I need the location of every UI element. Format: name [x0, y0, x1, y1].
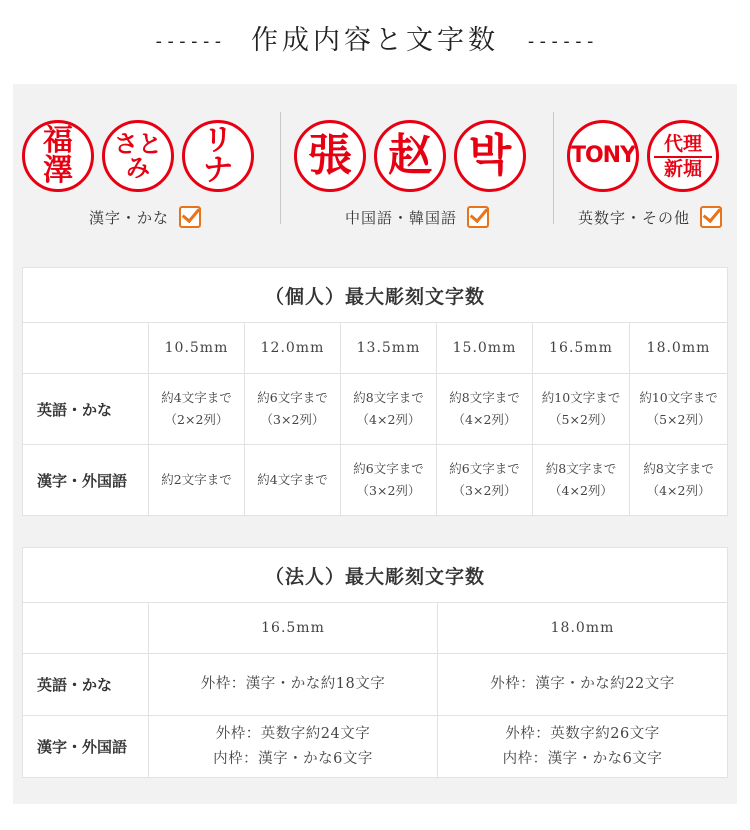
table-header-row: [23, 323, 728, 374]
table-row: [23, 654, 728, 716]
stamp-line: ナ: [203, 153, 233, 188]
table-cell: 外枠：英数字約26文字 内枠：漢字・かな6文字: [438, 716, 728, 778]
stamp-line: リ: [203, 123, 233, 158]
corporate-engraving-table: [22, 547, 728, 778]
table-cell: 約6文字まで （3×2列）: [437, 445, 533, 516]
stamp-line: 박: [468, 130, 512, 181]
table-cell: 約8文字まで （4×2列）: [341, 374, 437, 445]
stamp-line: 赵: [388, 130, 432, 181]
sample-caption: [567, 206, 733, 228]
stamp-sample: [102, 120, 174, 192]
stamp-line: 新堀: [663, 158, 702, 180]
size-header: 18.0mm: [630, 323, 728, 374]
stamp-samples: [13, 84, 737, 254]
stamp-row: [294, 120, 540, 192]
table-cell: 約10文字まで （5×2列）: [533, 374, 630, 445]
size-header: 15.0mm: [437, 323, 533, 374]
personal-table-title: （個人）最大彫刻文字数: [23, 268, 728, 323]
size-header: 16.5mm: [149, 603, 438, 654]
title-dash-right: ------: [525, 31, 597, 52]
table-row: [23, 374, 728, 445]
table-row: [23, 445, 728, 516]
checkbox-checked-icon: [467, 206, 489, 228]
stamp-line: TONY: [570, 143, 636, 168]
table-cell: 約8文字まで （4×2列）: [533, 445, 630, 516]
table-cell: 約6文字まで （3×2列）: [245, 374, 341, 445]
stamp-sample: [22, 120, 94, 192]
size-header: 18.0mm: [438, 603, 728, 654]
row-header: 英語・かな: [23, 654, 149, 716]
sample-group-alnum-other: [567, 120, 733, 228]
corporate-table-title: （法人）最大彫刻文字数: [23, 548, 728, 603]
table-cell: 約8文字まで （4×2列）: [630, 445, 728, 516]
size-header: 13.5mm: [341, 323, 437, 374]
size-header: 16.5mm: [533, 323, 630, 374]
table-cell: 約4文字まで （2×2列）: [149, 374, 245, 445]
row-header: 漢字・外国語: [23, 716, 149, 778]
stamp-sample: [182, 120, 254, 192]
row-header: 英語・かな: [23, 374, 149, 445]
table-title-row: [23, 268, 728, 323]
checkbox-checked-icon: [179, 206, 201, 228]
stamp-row: [567, 120, 733, 192]
sample-group-kanji-kana: [22, 120, 268, 228]
stamp-line: み: [126, 154, 150, 182]
group-divider: [280, 112, 281, 224]
row-header: 漢字・外国語: [23, 445, 149, 516]
table-cell: 約4文字まで: [245, 445, 341, 516]
stamp-sample: [647, 120, 719, 192]
title-text: 作成内容と文字数: [251, 25, 499, 56]
checkbox-checked-icon: [700, 206, 722, 228]
personal-engraving-table: [22, 267, 728, 516]
table-cell: 約2文字まで: [149, 445, 245, 516]
empty-header-cell: [23, 323, 149, 374]
stamp-line: さと: [114, 130, 162, 158]
table-header-row: [23, 603, 728, 654]
sample-caption: [294, 206, 540, 228]
stamp-row: [22, 120, 268, 192]
stamp-line: 澤: [43, 153, 73, 188]
stamp-line: 福: [43, 123, 73, 158]
caption-text: 中国語・韓国語: [344, 208, 457, 227]
caption-text: 英数字・その他: [577, 208, 690, 227]
size-header: 10.5mm: [149, 323, 245, 374]
title-dash-left: ------: [153, 31, 225, 52]
caption-text: 漢字・かな: [88, 208, 169, 227]
sample-group-chinese-korean: [294, 120, 540, 228]
table-cell: 約6文字まで （3×2列）: [341, 445, 437, 516]
group-divider: [553, 112, 554, 224]
table-title-row: [23, 548, 728, 603]
page-title: [0, 18, 750, 57]
table-cell: 約10文字まで （5×2列）: [630, 374, 728, 445]
empty-header-cell: [23, 603, 149, 654]
stamp-line: 張: [308, 130, 352, 181]
stamp-line: 代理: [663, 133, 702, 155]
stamp-sample: [294, 120, 366, 192]
table-row: [23, 716, 728, 778]
stamp-sample: [454, 120, 526, 192]
table-cell: 外枠：漢字・かな約18文字: [149, 654, 438, 716]
sample-caption: [22, 206, 268, 228]
table-cell: 約8文字まで （4×2列）: [437, 374, 533, 445]
content-panel: [13, 84, 737, 804]
stamp-sample: [567, 120, 639, 192]
stamp-sample: [374, 120, 446, 192]
table-cell: 外枠：漢字・かな約22文字: [438, 654, 728, 716]
size-header: 12.0mm: [245, 323, 341, 374]
table-cell: 外枠：英数字約24文字 内枠：漢字・かな6文字: [149, 716, 438, 778]
